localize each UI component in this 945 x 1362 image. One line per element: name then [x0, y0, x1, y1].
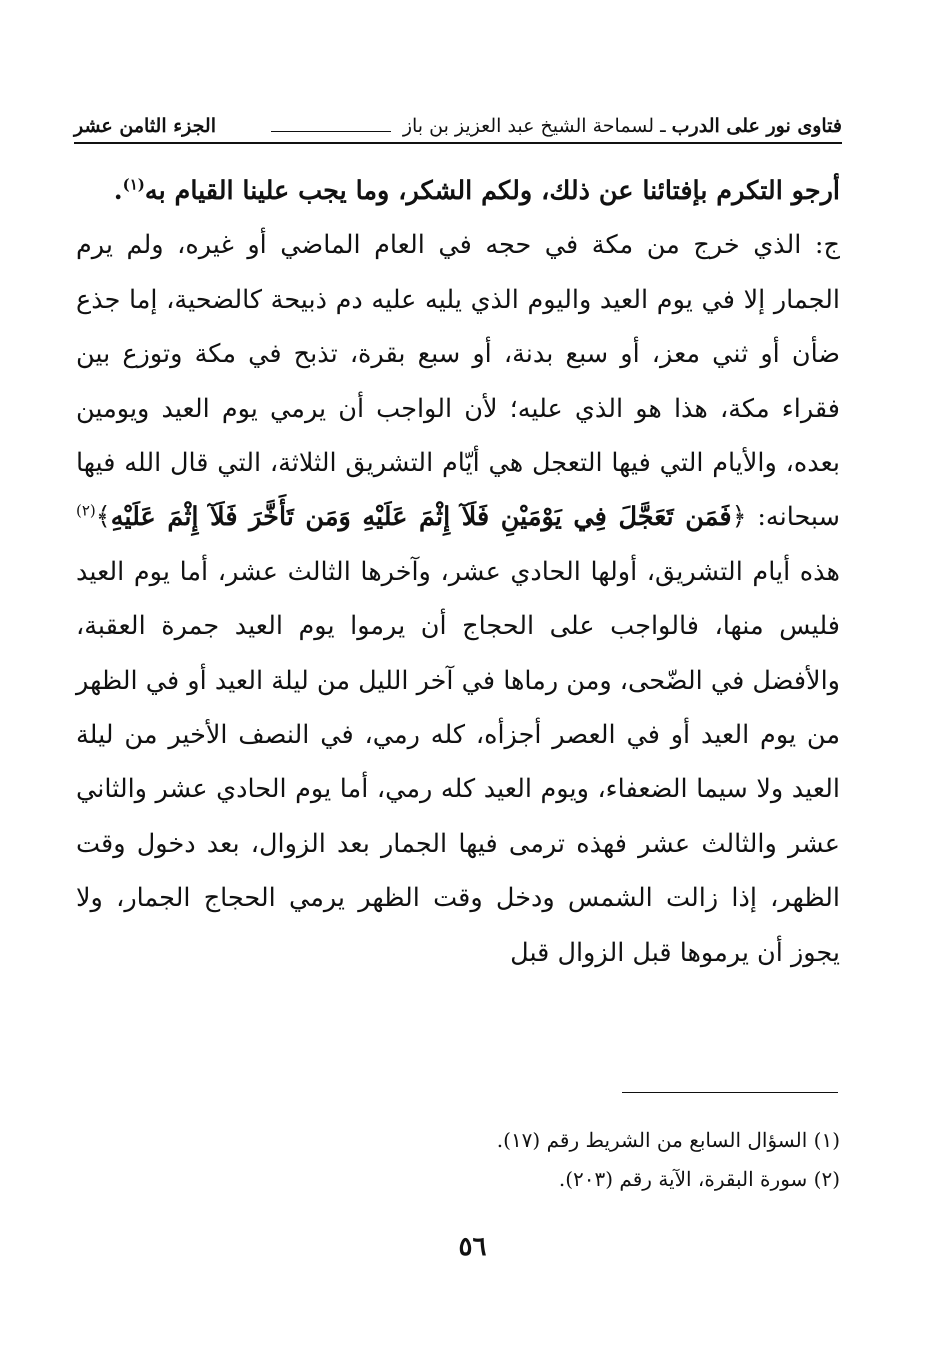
answer-text-1: ج: الذي خرج من مكة في حجه في العام الماضي أو غيره، ولم يرم الجمار إلا في يوم العيد واليوم الذي يليه عليه دم ذبيحة كالضحية، إما جذع ضأن أو ثني معز، أو سبع بدنة، أو سبع بقرة، تذبح في مكة وتوزع بين فقراء مكة، هذا هو الذي عليه؛ لأن الواجب أن يرمي يوم العيد ويومين بعده، والأيام التي فيها التعجل هي أيّام التشريق الثلاثة، التي قال الله فيها سبحانه: — [76, 230, 840, 533]
question-text: أرجو التكرم بإفتائنا عن ذلك، ولكم الشكر، وما يجب علينا القيام به — [144, 176, 840, 206]
question-paragraph: أرجو التكرم بإفتائنا عن ذلك، ولكم الشكر، وما يجب علينا القيام به$^{(١)}$. — [113, 175, 840, 206]
header-rule — [271, 131, 391, 132]
header-part: الجزء الثامن عشر — [74, 115, 216, 137]
footnote-2: (٢) سورة البقرة، الآية رقم (٢٠٣). — [558, 1167, 840, 1191]
quran-close-bracket: ﴾ — [95, 502, 111, 533]
quran-open-bracket: ﴿ — [731, 502, 747, 533]
footnote-1: (١) السؤال السابع من الشريط رقم (١٧). — [496, 1128, 840, 1152]
footnotes — [76, 1122, 840, 1200]
body-text — [76, 164, 840, 980]
answer-paragraph — [76, 218, 840, 980]
header-author: ـ لسماحة الشيخ عبد العزيز بن باز — [402, 115, 666, 137]
quran-verse-text: فَمَن تَعَجَّلَ فِي يَوْمَيْنِ فَلَآ إِثْمَ عَلَيْهِ وَمَن تَأَخَّرَ فَلَآ إِثْمَ عَلَيْهِ — [110, 502, 732, 533]
answer-text-2: هذه أيام التشريق، أولها الحادي عشر، وآخرها الثالث عشر، أما يوم العيد فليس منها، فالواجب على الحجاج أن يرموا يوم العيد جمرة العقبة، والأفضل في الضّحى، ومن رماها في آخر الليل من ليلة العيد أو في الظهر من يوم العيد أو في العصر أجزأه، كله رمي، في النصف الأخير من ليلة العيد ولا سيما الضعفاء، ويوم العيد كله رمي، أما يوم الحادي عشر والثاني عشر والثالث عشر فهذه ترمى فيها الجمار بعد الزوال، بعد دخول وقت الظهر، إذا زالت الشمس ودخل وقت الظهر يرمي الحجاج الجمار، ولا يجوز أن يرموها قبل الزوال قبل — [76, 556, 840, 968]
header-book-info — [265, 114, 842, 138]
page-number: ٥٦ — [458, 1232, 487, 1262]
footnote-ref-2: (٢) — [76, 501, 96, 520]
quran-verse — [96, 502, 747, 532]
header-book-title: فتاوى نور على الدرب — [671, 115, 842, 137]
footnote-ref-1: (١) — [122, 175, 145, 194]
footnote-separator — [622, 1092, 838, 1093]
running-header — [74, 104, 842, 144]
